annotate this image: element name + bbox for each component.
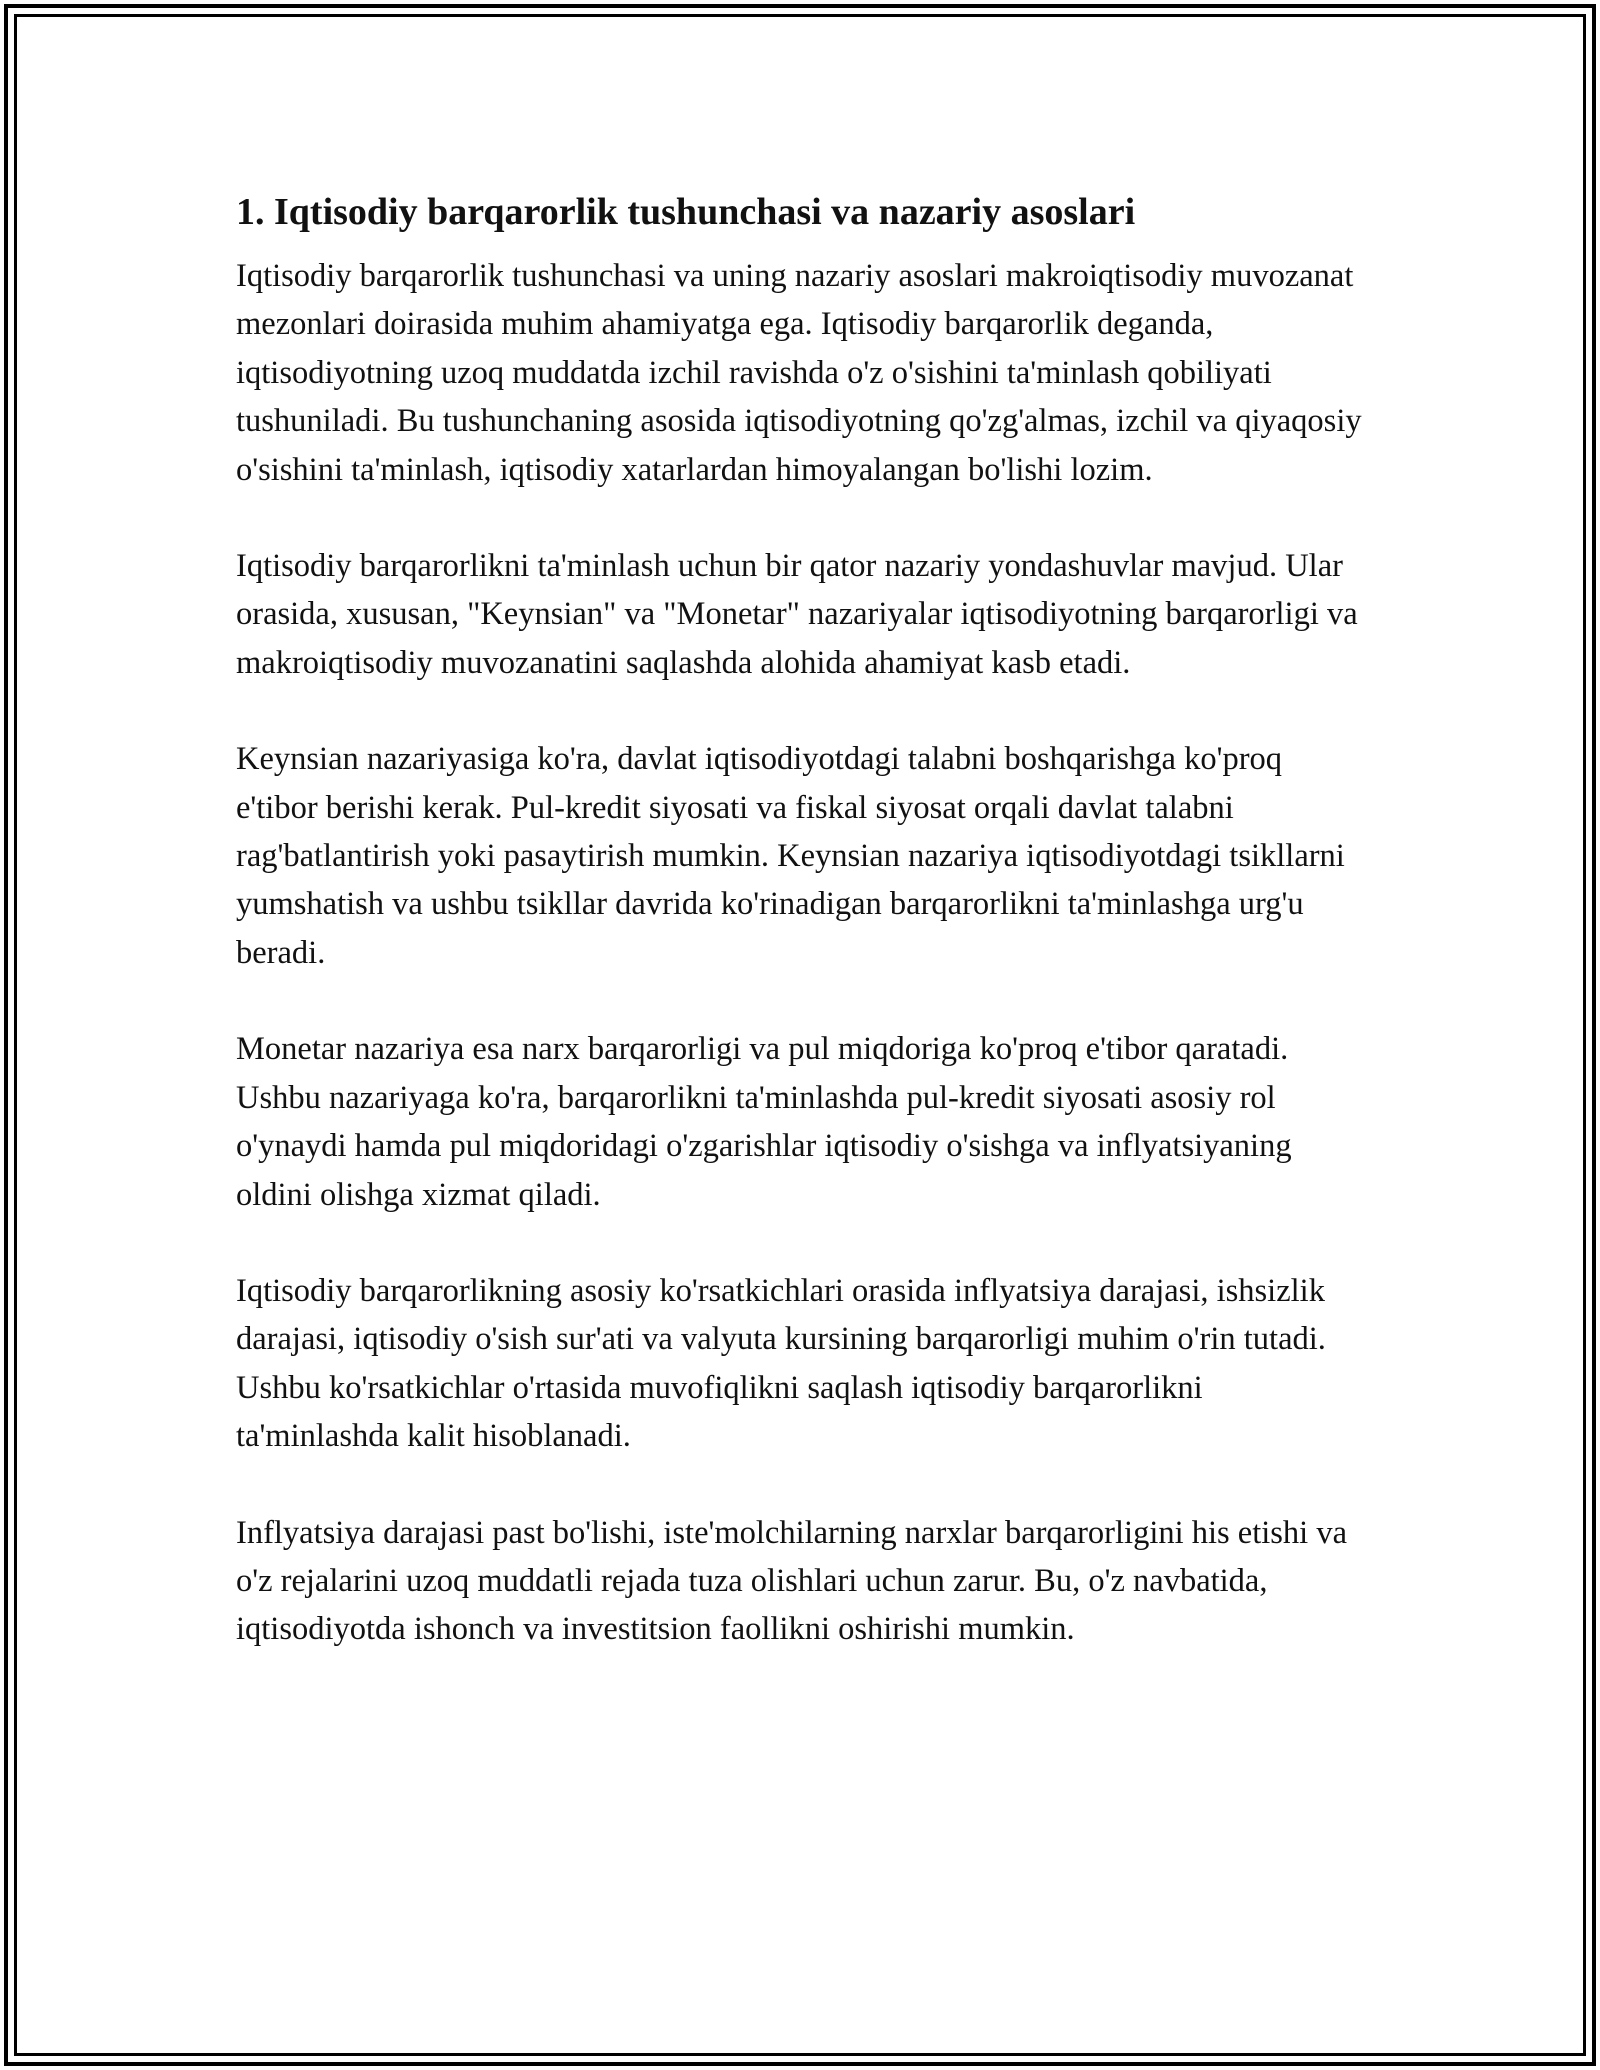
paragraph-1: Iqtisodiy barqarorlik tushunchasi va uning nazariy asoslari makroiqtisodiy muvozanat mezonlari doirasida muhim ahamiyatga ega. Iqtisodiy barqarorlik deganda, iqtisodiyotning uzoq muddatda izchil ravishda o'z o'sishini ta'minlash qobiliyati tushuniladi. Bu tushunchaning asosida iqtisodiyotning qo'zg'almas, izchil va qiyaqosiy o'sishini ta'minlash, iqtisodiy xatarlardan himoyalangan bo'lishi lozim.: [236, 258, 1362, 488]
document-content: [236, 188, 1366, 1654]
paragraph-3: Keynsian nazariyasiga ko'ra, davlat iqtisodiyotdagi talabni boshqarishga ko'proq e'tibor berishi kerak. Pul-kredit siyosati va fiskal siyosat orqali davlat talabni rag'batlantirish yoki pasaytirish mumkin. Keynsian nazariya iqtisodiyotdagi tsikllarni yumshatish va ushbu tsikllar davrida ko'rinadigan barqarorlikni ta'minlashga urg'u beradi.: [236, 741, 1345, 971]
paragraph-6: Inflyatsiya darajasi past bo'lishi, iste'molchilarning narxlar barqarorligini his etishi va o'z rejalarini uzoq muddatli rejada tuza olishlari uchun zarur. Bu, o'z navbatida, iqtisodiyotda ishonch va investitsion faollikni oshirishi mumkin.: [236, 1514, 1348, 1648]
paragraph-5: Iqtisodiy barqarorlikning asosiy ko'rsatkichlari orasida inflyatsiya darajasi, ishsizlik darajasi, iqtisodiy o'sish sur'ati va valyuta kursining barqarorligi muhim o'rin tutadi. Ushbu ko'rsatkichlar o'rtasida muvofiqlikni saqlash iqtisodiy barqarorlikni ta'minlashda kalit hisoblanadi.: [236, 1272, 1326, 1455]
paragraph-2: Iqtisodiy barqarorlikni ta'minlash uchun bir qator nazariy yondashuvlar mavjud. Ular orasida, xususan, "Keynsian" va "Monetar" nazariyalar iqtisodiyotning barqarorligi va makroiqtisodiy muvozanatini saqlashda alohida ahamiyat kasb etadi.: [236, 548, 1358, 681]
paragraph-4: Monetar nazariya esa narx barqarorligi va pul miqdoriga ko'proq e'tibor qaratadi. Ushbu nazariyaga ko'ra, barqarorlikni ta'minlashda pul-kredit siyosati asosiy rol o'ynaydi hamda pul miqdoridagi o'zgarishlar iqtisodiy o'sishga va inflyatsiyaning oldini olishga xizmat qiladi.: [236, 1031, 1292, 1213]
section-heading: 1. Iqtisodiy barqarorlik tushunchasi va nazariy asoslari: [236, 191, 1136, 233]
